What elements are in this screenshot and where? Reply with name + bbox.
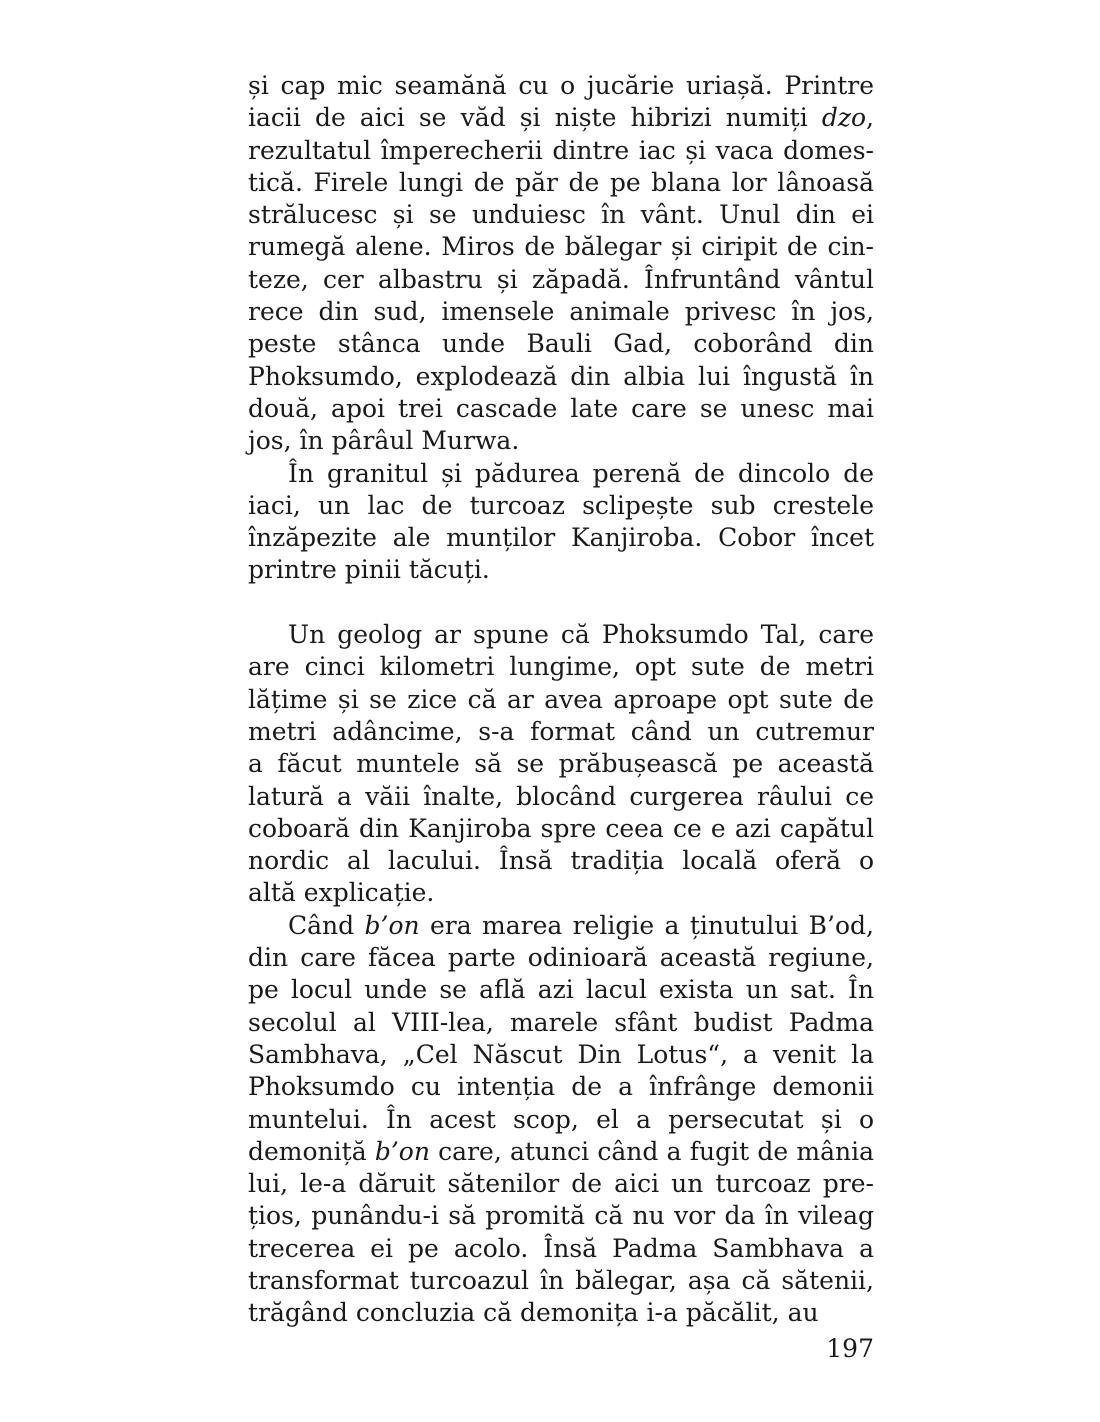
- text-line: În granitul și pădurea perenă de dincolo de: [288, 458, 874, 488]
- text-line: teze, cer albastru și zăpadă. Înfruntând vântul: [248, 264, 874, 294]
- text-line: rece din sud, imensele animale privesc în jos,: [248, 297, 874, 327]
- text-line: nordic al lacului. Însă tradiția locală oferă o: [248, 846, 874, 876]
- text-line: rumegă alene. Miros de bălegar și ciripit de cin-: [248, 232, 874, 262]
- text-line: demoniță b’on care, atunci când a fugit de mânia: [248, 1136, 874, 1166]
- paragraph-legend: [248, 910, 874, 1330]
- text-line: rezultatul împerecherii dintre iac și vaca domes-: [248, 135, 874, 165]
- text-line: Sambhava, „Cel Născut Din Lotus“, a venit la: [248, 1039, 874, 1069]
- text-line: transformat turcoazul în bălegar, așa că sătenii,: [248, 1265, 874, 1295]
- text-line: lui, le-a dăruit sătenilor de aici un turcoaz pre-: [248, 1169, 874, 1199]
- text-line: Un geolog ar spune că Phoksumdo Tal, care: [288, 620, 874, 650]
- text-line: lățime și se zice că ar avea aproape opt sute de: [248, 684, 874, 714]
- text-line: are cinci kilometri lungime, opt sute de metri: [248, 652, 874, 682]
- italic-term: b’on: [364, 910, 420, 940]
- text-line: printre pinii tăcuți.: [248, 555, 490, 585]
- italic-term: b’on: [374, 1136, 430, 1166]
- text-line: peste stânca unde Bauli Gad, coborând din: [248, 329, 874, 359]
- text-line: altă explicație.: [248, 878, 435, 908]
- text-line: iacii de aici se văd și niște hibrizi numiți dzo,: [248, 103, 874, 133]
- text-line: două, apoi trei cascade late care se unesc mai: [248, 393, 874, 423]
- text-line: iaci, un lac de turcoaz sclipește sub crestele: [248, 490, 874, 520]
- text-line: trecerea ei pe acolo. Însă Padma Sambhava a: [248, 1233, 874, 1263]
- page-number: 197: [826, 1334, 874, 1363]
- paragraph-lake: [248, 458, 874, 587]
- text-line: trăgând concluzia că demonița i-a păcălit, au: [248, 1298, 819, 1328]
- text-line: strălucesc și se unduiesc în vânt. Unul din ei: [248, 200, 874, 230]
- paragraph-geology: [248, 619, 874, 910]
- paragraph-yaks: [248, 70, 874, 458]
- text-line: Când b’on era marea religie a ținutului B’od,: [288, 910, 874, 940]
- text-line: latură a văii înalte, blocând curgerea râului ce: [248, 781, 874, 811]
- text-line: din care făcea parte odinioară această regiune,: [248, 943, 874, 973]
- text-line: țios, punându-i să promită că nu vor da în vileag: [248, 1201, 874, 1231]
- italic-term: dzo: [821, 103, 867, 133]
- text-line: jos, în pârâul Murwa.: [248, 426, 520, 456]
- text-line: secolul al VIII-lea, marele sfânt budist Padma: [248, 1007, 874, 1037]
- text-line: înzăpezite ale munților Kanjiroba. Cobor încet: [248, 523, 874, 553]
- body-text: [248, 70, 874, 1330]
- text-line: coboară din Kanjiroba spre ceea ce e azi capătul: [248, 813, 874, 843]
- text-line: muntelui. În acest scop, el a persecutat și o: [248, 1104, 874, 1134]
- text-line: tică. Firele lungi de păr de pe blana lor lânoasă: [248, 167, 874, 197]
- text-line: metri adâncime, s-a format când un cutremur: [248, 716, 874, 746]
- text-line: Phoksumdo cu intenția de a înfrânge demonii: [248, 1072, 874, 1102]
- text-line: și cap mic seamănă cu o jucărie uriașă. Printre: [248, 71, 874, 100]
- text-line: a făcut muntele să se prăbușească pe această: [248, 749, 874, 779]
- text-line: pe locul unde se află azi lacul exista un sat. În: [248, 975, 874, 1005]
- text-line: Phoksumdo, explodează din albia lui îngustă în: [248, 361, 874, 391]
